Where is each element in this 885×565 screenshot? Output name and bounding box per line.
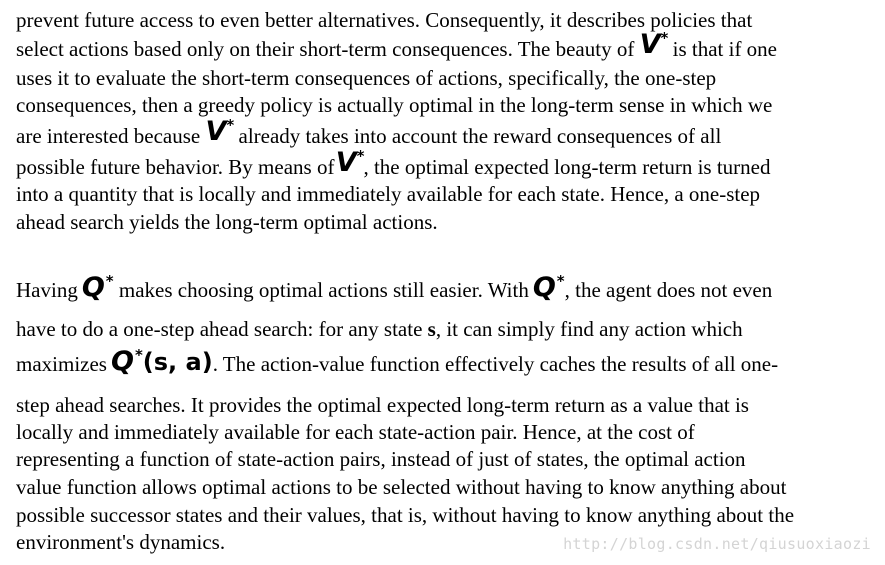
star-superscript: * bbox=[660, 29, 668, 47]
text: , the agent does not even bbox=[564, 278, 773, 302]
text: possible future behavior. By means of bbox=[16, 155, 335, 179]
q-star-symbol bbox=[81, 272, 114, 303]
text: representing a function of state-action pairs, instead of just of states, the optimal action bbox=[16, 447, 746, 471]
text: locally and immediately available for each state-action pair. Hence, at the cost of bbox=[16, 420, 695, 444]
para1-line5 bbox=[16, 116, 722, 149]
text: already takes into account the reward consequences of all bbox=[238, 124, 722, 148]
q-star-sa-expression bbox=[110, 346, 213, 377]
star-superscript: * bbox=[356, 147, 364, 165]
text: have to do a one-step ahead search: for any state bbox=[16, 317, 423, 341]
para2-line8 bbox=[16, 502, 794, 528]
q-letter: Q bbox=[110, 346, 134, 377]
text: ahead search yields the long-term optimal actions. bbox=[16, 210, 438, 234]
text: value function allows optimal actions to be selected without having to know anything about bbox=[16, 475, 787, 499]
text: select actions based only on their short-term consequences. The beauty of bbox=[16, 37, 635, 61]
star-superscript: * bbox=[226, 116, 234, 134]
text: . The action-value function effectively caches the results of all one- bbox=[212, 352, 779, 376]
text: uses it to evaluate the short-term consequences of actions, specifically, the one-step bbox=[16, 66, 717, 90]
v-star-symbol bbox=[335, 147, 364, 178]
text: prevent future access to even better alternatives. Consequently, it describes policies that bbox=[16, 8, 753, 32]
para2-line4 bbox=[16, 392, 749, 418]
para2-line6 bbox=[16, 446, 746, 472]
watermark-url: http://blog.csdn.net/qiusuoxiaozi bbox=[563, 535, 871, 553]
star-superscript: * bbox=[556, 272, 565, 290]
para1-line7 bbox=[16, 181, 760, 207]
para2-line5 bbox=[16, 419, 695, 445]
v-star-symbol bbox=[205, 116, 234, 147]
para1-line2 bbox=[16, 29, 778, 62]
text: makes choosing optimal actions still easier. With bbox=[118, 278, 529, 302]
v-star-symbol bbox=[639, 29, 668, 60]
q-star-symbol bbox=[532, 272, 565, 303]
text: environment's dynamics. bbox=[16, 530, 226, 554]
para1-line4 bbox=[16, 92, 772, 118]
para1-line6 bbox=[16, 147, 771, 180]
para2-line1 bbox=[16, 272, 773, 303]
text: maximizes bbox=[16, 352, 107, 376]
text: are interested because bbox=[16, 124, 201, 148]
text: into a quantity that is locally and immediately available for each state. Hence, a one-step bbox=[16, 182, 761, 206]
v-letter: V bbox=[639, 29, 660, 60]
star-superscript: * bbox=[105, 272, 114, 290]
text: , the optimal expected long-term return is turned bbox=[363, 155, 771, 179]
text: consequences, then a greedy policy is actually optimal in the long-term sense in which we bbox=[16, 93, 773, 117]
text: Having bbox=[16, 278, 78, 302]
q-letter: Q bbox=[81, 272, 105, 303]
state-variable: s bbox=[427, 317, 436, 341]
text: possible successor states and their values, that is, without having to know anything about the bbox=[16, 503, 795, 527]
text: step ahead searches. It provides the optimal expected long-term return as a value that is bbox=[16, 393, 749, 417]
star-superscript: * bbox=[134, 346, 143, 364]
q-arguments: (s, a) bbox=[142, 348, 213, 376]
para2-line7 bbox=[16, 474, 786, 500]
q-letter: Q bbox=[532, 272, 556, 303]
para1-line3 bbox=[16, 65, 716, 91]
text: is that if one bbox=[672, 37, 778, 61]
para2-line3 bbox=[16, 346, 779, 377]
para2-line2 bbox=[16, 316, 743, 342]
v-letter: V bbox=[205, 116, 226, 147]
v-letter: V bbox=[335, 147, 356, 178]
para2-line9 bbox=[16, 529, 225, 555]
text: , it can simply find any action which bbox=[435, 317, 743, 341]
para1-line8 bbox=[16, 209, 438, 235]
